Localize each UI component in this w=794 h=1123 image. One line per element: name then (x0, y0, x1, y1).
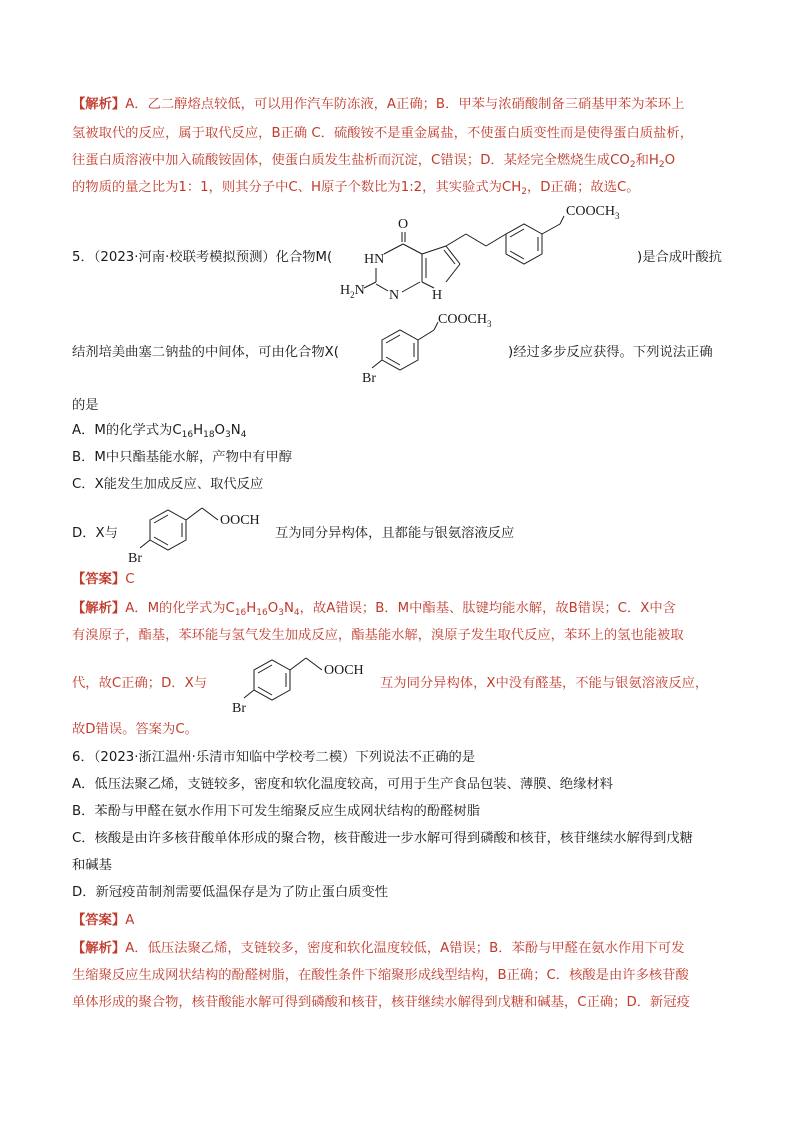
analysis-tag: 【解析】 (72, 97, 126, 112)
q6-option-c-2 (72, 857, 112, 875)
subscript: 16 (256, 608, 268, 618)
text: C．核酸是由许多核苷酸单体形成的聚合物，核苷酸进一步水解可得到磷酸和核苷，核苷继续水解得到戊糖 (72, 831, 693, 846)
x-cooch3-label: COOCH (438, 312, 488, 327)
option-d-structure (122, 500, 282, 566)
q4-analysis-line-3 (72, 152, 675, 170)
a-ooch-label: OOCH (324, 663, 364, 678)
answer-value: A (125, 913, 135, 928)
text: 往蛋白质溶液中加入硫酸铵固体，使蛋白质发生盐析而沉淀，C错误；D．某烃完全燃烧生成CO (72, 153, 630, 168)
q4-analysis-line-2 (72, 125, 693, 143)
text: N (283, 601, 294, 616)
text: 代，故C正确；D．X与 (72, 676, 208, 691)
q5-stem-line-3 (72, 397, 99, 415)
text: 有溴原子，酯基，苯环能与氢气发生加成反应，酯基能水解，溴原子发生取代反应，苯环上的氢也能被取 (72, 628, 684, 643)
text: H (246, 601, 257, 616)
text: H (193, 423, 204, 438)
subscript: 3 (225, 430, 231, 440)
text: )经过多步反应获得。下列说法正确 (508, 345, 713, 360)
analysis-d-structure (226, 650, 386, 716)
answer-value: C (125, 572, 135, 587)
svg-text:H2N (340, 283, 365, 300)
text: 和碱基 (72, 858, 112, 873)
q4-analysis-line-4 (72, 179, 640, 197)
text: O (664, 153, 676, 168)
q5-option-a (72, 422, 246, 440)
q6-stem (72, 749, 475, 767)
text: 结剂培美曲塞二钠盐的中间体，可由化合物X( (72, 345, 339, 360)
q5-stem-line-1b (637, 249, 722, 267)
q5-stem-line-2b (508, 344, 713, 362)
subscript: 2 (629, 160, 636, 170)
text: D．新冠疫苗制剂需要低温保存是为了防止蛋白质变性 (72, 885, 389, 900)
text: A．M的化学式为C (72, 423, 182, 438)
q5-analysis-line-3b (380, 675, 708, 693)
text: 单体形成的聚合物，核苷酸能水解可得到磷酸和核苷，核苷继续水解得到戊糖和碱基，C正确；D．新冠疫 (72, 995, 690, 1010)
text: 互为同分异构体，且都能与银氨溶液反应 (275, 526, 515, 541)
q5-option-d-b (275, 525, 514, 543)
text: B．M中只酯基能水解，产物中有甲醇 (72, 450, 293, 465)
text: O (214, 423, 226, 438)
m-n-label: N (389, 288, 400, 303)
svg-text:COOCH3 (566, 204, 620, 221)
text: N (354, 283, 365, 298)
q5-option-c (72, 476, 263, 494)
text: D．X与 (72, 526, 118, 541)
subscript: 3 (278, 608, 284, 618)
compound-m-structure (336, 198, 646, 310)
d-br-label: Br (128, 551, 142, 566)
text: 的是 (72, 398, 99, 413)
m-hn-label: HN (364, 252, 385, 267)
q5-option-d (72, 525, 118, 543)
subscript: 16 (181, 430, 194, 440)
answer-tag: 【答案】 (72, 572, 126, 587)
q5-analysis-line-3 (72, 675, 207, 693)
text: A．低压法聚乙烯，支链较多，密度和软化温度较低，A错误；B．苯酚与甲醛在氨水作用下可发 (125, 941, 685, 956)
m-cooch3-label: COOCH (566, 204, 616, 219)
analysis-tag: 【解析】 (72, 941, 126, 956)
answer-tag: 【答案】 (72, 913, 126, 928)
q5-stem-line-2 (72, 344, 339, 362)
text: 和H (635, 153, 659, 168)
text: B．苯酚与甲醛在氨水作用下可发生缩聚反应生成网状结构的酚醛树脂 (72, 804, 481, 819)
text: ，故A错误；B．M中酯基、肽键均能水解，故B错误；C．X中含 (299, 601, 676, 616)
q6-analysis-line-2 (72, 967, 689, 985)
text: 氢被取代的反应，属于取代反应，B正确 C．硫酸铵不是重金属盐，不使蛋白质变性而是使得蛋白质盐析， (72, 126, 693, 141)
analysis-tag: 【解析】 (72, 601, 126, 616)
text: A．低压法聚乙烯，支链较多，密度和软化温度较高，可用于生产食品包装、薄膜、绝缘材料 (72, 777, 613, 792)
subscript: 2 (658, 160, 665, 170)
q6-option-d (72, 884, 388, 902)
q4-analysis-line-1 (72, 96, 684, 114)
m-oxygen-label: O (398, 217, 409, 232)
q5-analysis-line-2 (72, 627, 684, 645)
text: 互为同分异构体，X中没有醛基，不能与银氨溶液反应， (380, 676, 709, 691)
subscript: 16 (234, 608, 247, 618)
q6-answer (72, 912, 134, 930)
q5-analysis-line-4 (72, 721, 198, 739)
m-h2n-label: H (340, 283, 351, 298)
q6-option-b (72, 803, 480, 821)
q5-answer (72, 571, 134, 589)
a-br-label: Br (232, 701, 246, 716)
subscript: 2 (350, 290, 355, 300)
subscript: 4 (293, 608, 300, 618)
q6-option-a (72, 776, 613, 794)
text: C．X能发生加成反应、取代反应 (72, 477, 264, 492)
x-br-label: Br (362, 371, 376, 386)
text: 故D错误。答案为C。 (72, 722, 198, 737)
subscript: 3 (615, 211, 620, 221)
text: ，D正确；故选C。 (526, 180, 640, 195)
text: 的物质的量之比为1：1，则其分子中C、H原子个数比为1:2，其实验式为CH (72, 180, 522, 195)
text: A．乙二醇熔点较低，可以用作汽车防冻液，A正确；B．甲苯与浓硝酸制备三硝基甲苯为苯环上 (125, 97, 685, 112)
text: 生缩聚反应生成网状结构的酚醛树脂，在酸性条件下缩聚形成线型结构，B正确；C．核酸是由许多核苷酸 (72, 968, 689, 983)
text: )是合成叶酸抗 (637, 250, 722, 265)
subscript: 18 (203, 430, 215, 440)
text: N (230, 423, 241, 438)
q6-analysis-line-1 (72, 940, 684, 958)
text: O (267, 601, 279, 616)
q5-option-b (72, 449, 292, 467)
d-ooch-label: OOCH (220, 513, 260, 528)
subscript: 2 (521, 187, 527, 197)
text: A．M的化学式为C (125, 601, 235, 616)
q5-analysis-line-1 (72, 600, 676, 618)
compound-x-structure (362, 312, 512, 386)
m-nh-label: H (432, 288, 443, 303)
subscript: 3 (487, 319, 492, 329)
text: 6．（2023·浙江温州·乐清市知临中学校考二模）下列说法不正确的是 (72, 750, 476, 765)
q6-option-c-1 (72, 830, 693, 848)
svg-text:COOCH3 (438, 312, 492, 329)
text: 5．（2023·河南·校联考模拟预测）化合物M( (72, 250, 333, 265)
q6-analysis-line-3 (72, 994, 690, 1012)
subscript: 4 (240, 430, 247, 440)
q5-stem-line-1 (72, 249, 332, 267)
